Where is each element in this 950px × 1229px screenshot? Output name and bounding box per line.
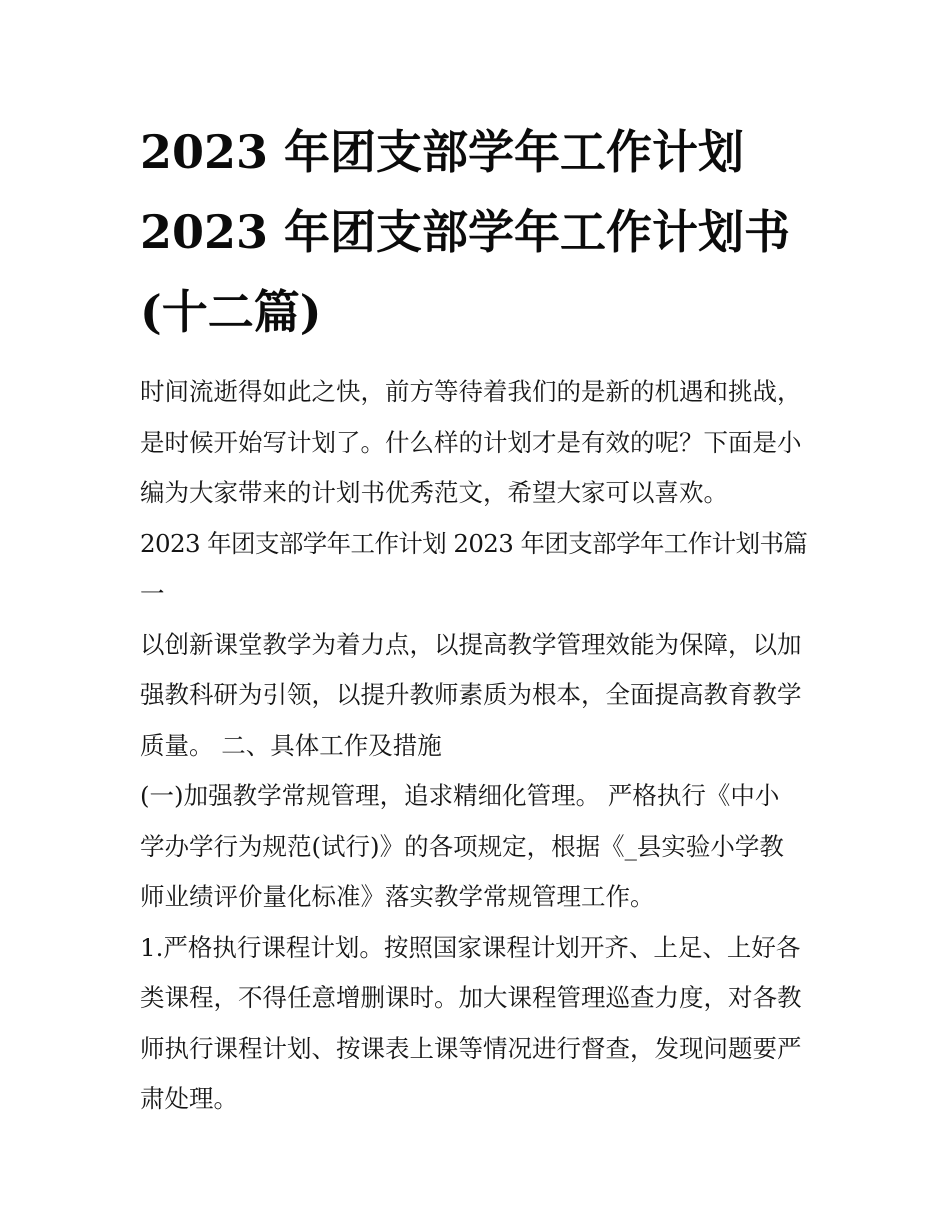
management-paragraph — [140, 771, 820, 923]
text-line: 1.严格执行课程计划。按照国家课程计划开齐、上足、上好各 — [140, 932, 801, 962]
text-line: 类课程，不得任意增删课时。加大课程管理巡查力度，对各教 — [140, 983, 802, 1012]
text-line: 肃处理。 — [140, 1084, 238, 1113]
text-line: 学办学行为规范(试行)》的各项规定，根据《_县实验小学教 — [140, 831, 784, 861]
text-line: 强教科研为引领，以提升教师素质为根本，全面提高教育教学 — [140, 680, 802, 709]
document-page — [140, 112, 820, 1125]
text-line: 师执行课程计划、按课表上课等情况进行督查，发现问题要严 — [140, 1033, 802, 1063]
section-heading — [140, 519, 820, 620]
text-line: 师业绩评价量化标准》落实教学常规管理工作。 — [140, 882, 655, 911]
title-line: (十二篇) — [140, 285, 322, 339]
text-line: (一)加强教学常规管理，追求精细化管理。 严格执行《中小 — [140, 781, 780, 810]
text-line: 时间流逝得如此之快，前方等待着我们的是新的机遇和挑战， — [140, 377, 802, 406]
text-line: 质量。 二、具体工作及措施 — [140, 730, 442, 760]
document-body — [140, 367, 820, 1125]
intro-paragraph — [140, 367, 820, 519]
text-line: 以创新课堂教学为着力点，以提高教学管理效能为保障，以加 — [140, 629, 802, 659]
text-line: 2023 年团支部学年工作计划 2023 年团支部学年工作计划书篇 — [140, 528, 808, 558]
title-line: 2023 年团支部学年工作计划 — [140, 125, 745, 179]
text-line: 是时候开始写计划了。什么样的计划才是有效的呢？下面是小 — [140, 427, 802, 457]
title-line: 2023 年团支部学年工作计划书 — [140, 205, 791, 259]
text-line: 编为大家带来的计划书优秀范文，希望大家可以喜欢。 — [140, 478, 728, 507]
curriculum-paragraph — [140, 923, 820, 1125]
text-line: 一 — [140, 579, 165, 608]
goal-paragraph — [140, 620, 820, 772]
document-title — [140, 112, 820, 352]
